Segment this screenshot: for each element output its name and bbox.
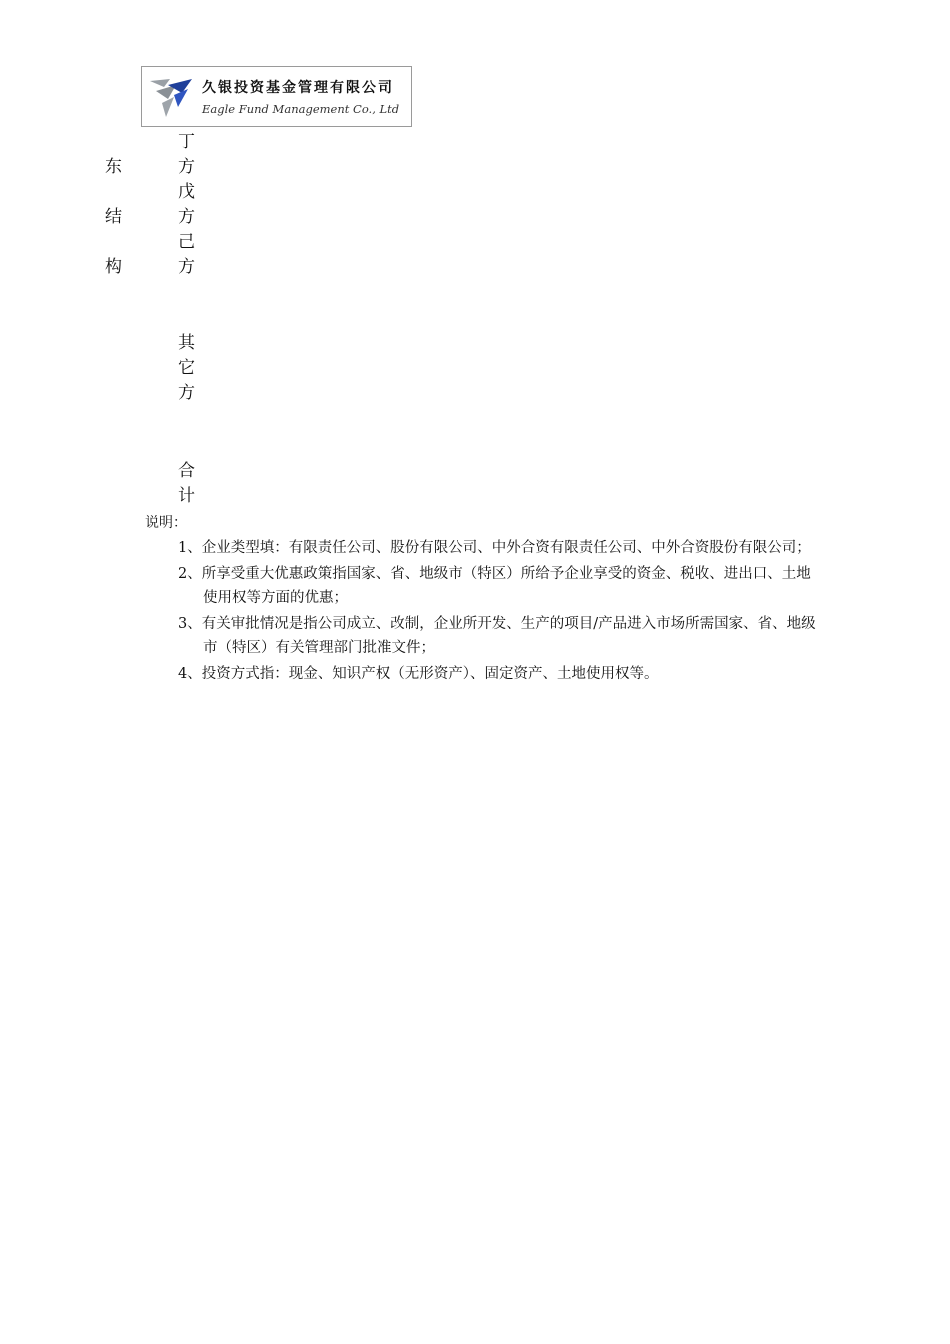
label-char: 方 [178, 207, 195, 227]
label-char: 方 [178, 257, 195, 277]
label-char: 构 [105, 257, 122, 277]
logo-name-en: Eagle Fund Management Co., Ltd [202, 102, 400, 116]
label-char: 东 [105, 157, 122, 177]
label-char: 合 [178, 461, 195, 481]
label-char: 己 [178, 232, 195, 252]
label-other-parties [178, 331, 195, 406]
label-parties-ding-wu-ji [178, 130, 195, 280]
label-char: 其 [178, 333, 195, 353]
notes-list [178, 536, 818, 688]
note-item: 3、有关审批情况是指公司成立、改制，企业所开发、生产的项目/产品进入市场所需国家、省、地级市（特区）有关管理部门批准文件； [178, 616, 816, 656]
label-char: 戊 [178, 182, 195, 202]
company-logo [141, 66, 412, 127]
label-char: 方 [178, 383, 195, 403]
label-shareholder-structure [105, 155, 122, 305]
note-item: 2、所享受重大优惠政策指国家、省、地级市（特区）所给予企业享受的资金、税收、进出口、土地使用权等方面的优惠； [178, 566, 811, 606]
note-item: 4、投资方式指：现金、知识产权（无形资产）、固定资产、土地使用权等。 [178, 666, 659, 682]
label-char: 它 [178, 358, 195, 378]
label-total [178, 459, 195, 509]
notes-title: 说明： [145, 515, 187, 531]
eagle-logo-icon [148, 73, 198, 121]
note-item: 1、企业类型填：有限责任公司、股份有限公司、中外合资有限责任公司、中外合资股份有限公司； [178, 540, 811, 556]
label-char: 计 [178, 486, 195, 506]
logo-name-cn: 久银投资基金管理有限公司 [202, 80, 394, 96]
label-char: 结 [105, 207, 122, 227]
label-char: 丁 [178, 132, 195, 152]
label-char: 方 [178, 157, 195, 177]
